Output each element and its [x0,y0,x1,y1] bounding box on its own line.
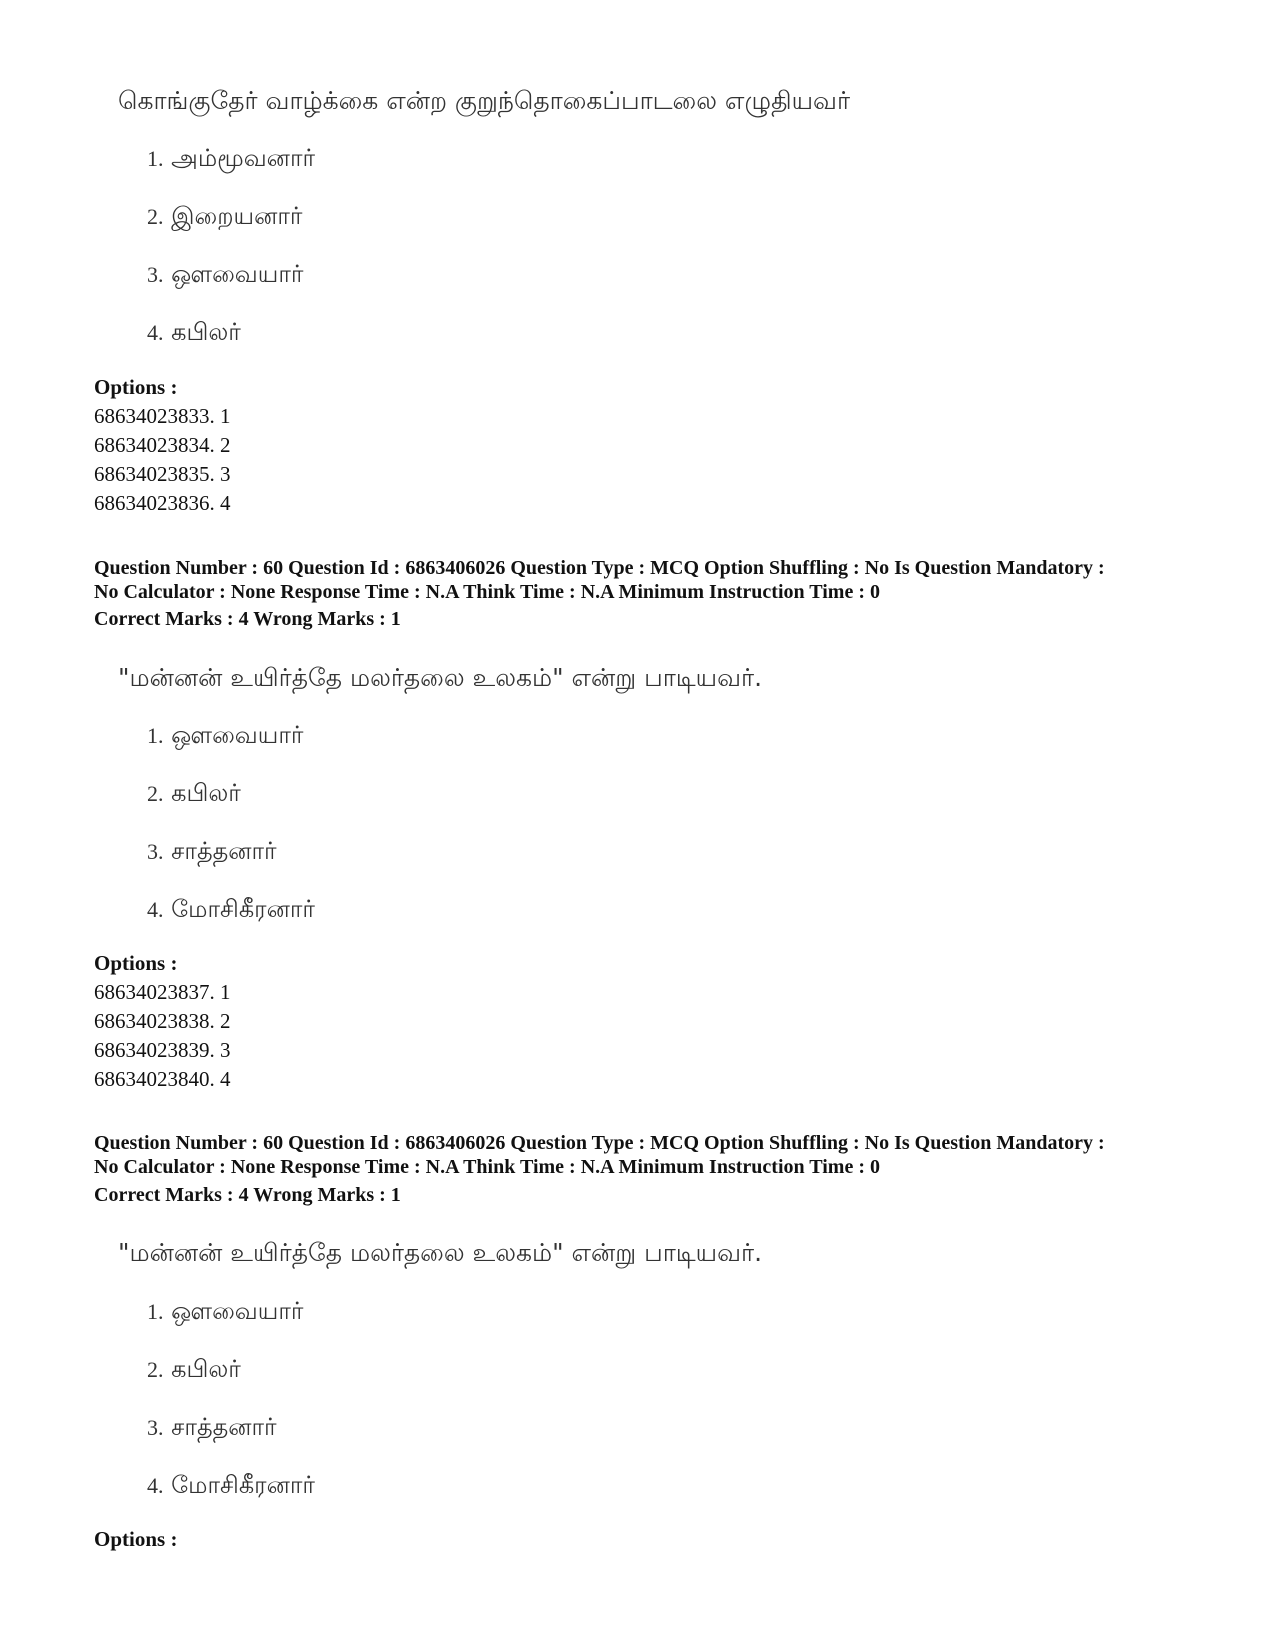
question-meta [94,556,1214,604]
choice-item [147,1354,241,1385]
choice-text: ஔவையார் [171,260,304,288]
options-label: Options : [94,951,178,975]
choice-item [147,143,315,174]
choice-text: சாத்தனார் [171,837,277,865]
meta-line: Question Number : 60 Question Id : 6863406026 Question Type : MCQ Option Shuffling : No Is Question Mandatory : [94,1132,1105,1154]
options-label: Options : [94,375,178,399]
choice-number: 3. [147,839,164,864]
marks-line: Correct Marks : 4 Wrong Marks : 1 [94,608,401,630]
choice-item [147,259,303,290]
choice-number: 1. [147,146,164,171]
choice-text: மோசிகீரனார் [171,895,315,923]
meta-line: No Calculator : None Response Time : N.A Think Time : N.A Minimum Instruction Time : 0 [94,581,880,603]
choice-text: கபிலர் [171,1355,241,1383]
choice-item [147,778,241,809]
option-line: 68634023833. 1 [94,404,231,428]
choice-text: ஔவையார் [171,721,304,749]
option-line: 68634023835. 3 [94,462,231,486]
choice-text: ஔவையார் [171,1297,304,1325]
choice-number: 3. [147,262,164,287]
choice-item [147,1296,303,1327]
choice-number: 4. [147,1473,164,1498]
option-line: 68634023837. 1 [94,980,231,1004]
option-line: 68634023838. 2 [94,1009,231,1033]
choice-number: 1. [147,723,164,748]
choice-text: அம்மூவனார் [171,144,316,172]
choice-number: 2. [147,781,164,806]
choice-item [147,894,315,925]
choice-text: இறையனார் [171,202,303,230]
meta-line: No Calculator : None Response Time : N.A Think Time : N.A Minimum Instruction Time : 0 [94,1156,880,1178]
options-label: Options : [94,1527,178,1551]
option-line: 68634023836. 4 [94,491,231,515]
choice-item [147,201,302,232]
choice-number: 1. [147,1299,164,1324]
option-line: 68634023840. 4 [94,1067,231,1091]
marks-line: Correct Marks : 4 Wrong Marks : 1 [94,1184,401,1206]
choice-item [147,720,303,751]
option-line: 68634023834. 2 [94,433,231,457]
choice-item [147,1412,277,1443]
choice-item [147,317,241,348]
choice-number: 3. [147,1415,164,1440]
choice-item [147,1470,315,1501]
option-line: 68634023839. 3 [94,1038,231,1062]
choice-number: 2. [147,1357,164,1382]
choice-number: 4. [147,320,164,345]
choice-number: 4. [147,897,164,922]
choice-text: மோசிகீரனார் [171,1471,315,1499]
choice-text: கபிலர் [171,318,241,346]
choice-text: சாத்தனார் [171,1413,277,1441]
meta-line: Question Number : 60 Question Id : 6863406026 Question Type : MCQ Option Shuffling : No Is Question Mandatory : [94,557,1105,579]
choice-text: கபிலர் [171,779,241,807]
question-text: கொங்குதேர் வாழ்க்கை என்ற குறுந்தொகைப்பாடலை எழுதியவர் [118,86,851,115]
choice-item [147,836,277,867]
question-meta [94,1131,1214,1179]
choice-number: 2. [147,204,164,229]
question-text: "மன்னன் உயிர்த்தே மலர்தலை உலகம்" என்று பாடியவர். [118,663,763,692]
question-text: "மன்னன் உயிர்த்தே மலர்தலை உலகம்" என்று பாடியவர். [118,1238,763,1267]
